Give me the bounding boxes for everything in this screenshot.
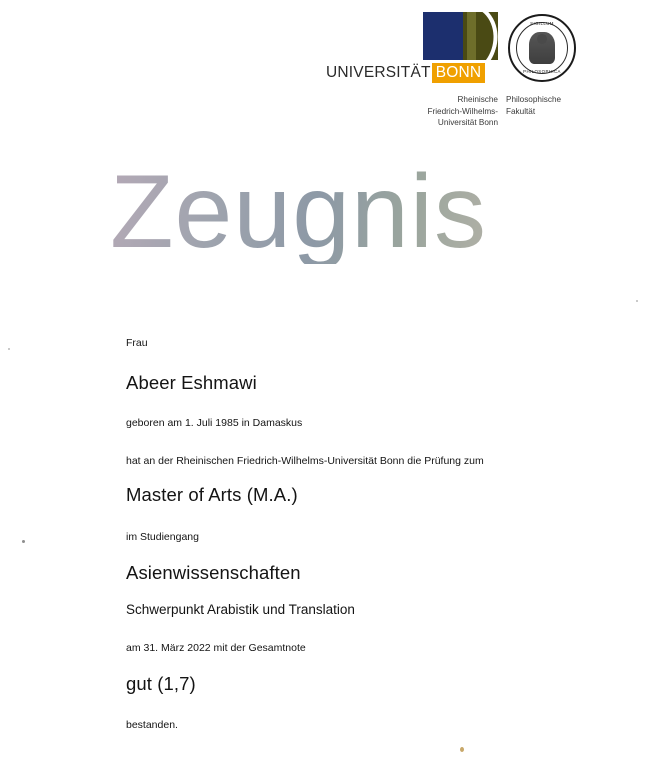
university-logo-mark-icon	[423, 12, 498, 60]
university-wordmark	[326, 64, 485, 81]
document-title: Zeugnis	[110, 154, 487, 270]
program-name: Asienwissenschaften	[126, 562, 301, 583]
seal-text-bottom: PHILOSOPHICA	[523, 69, 561, 74]
focus-line: Schwerpunkt Arabistik und Translation	[126, 602, 355, 617]
caption-left-line-1: Rheinische	[457, 95, 498, 104]
program-label: im Studiengang	[126, 531, 199, 543]
degree-line: Master of Arts (M.A.)	[126, 484, 298, 505]
certificate-body	[126, 336, 606, 732]
scan-speck	[460, 747, 464, 752]
recipient-name: Abeer Eshmawi	[126, 372, 257, 393]
document-header	[0, 12, 648, 132]
grade-line: gut (1,7)	[126, 673, 196, 694]
date-grade-line: am 31. März 2022 mit der Gesamtnote	[126, 642, 306, 654]
birth-line: geboren am 1. Juli 1985 in Damaskus	[126, 417, 303, 429]
result-line: bestanden.	[126, 719, 178, 731]
salutation-line: Frau	[126, 337, 148, 349]
scan-speck	[636, 300, 638, 302]
caption-left-line-2: Friedrich-Wilhelms-	[427, 106, 498, 116]
caption-left-line-3: Universität Bonn	[437, 118, 498, 127]
faculty-caption-right	[506, 94, 576, 117]
faculty-seal-icon	[508, 14, 576, 82]
scan-speck	[8, 348, 10, 350]
seal-text-top: SIGILLUM	[530, 21, 554, 26]
institution-caption-left	[326, 94, 498, 129]
caption-right-line-2: Fakultät	[506, 106, 536, 116]
institution-sentence: hat an der Rheinischen Friedrich-Wilhelms-Universität Bonn die Prüfung zum	[126, 455, 484, 467]
university-bonn-logo	[326, 12, 498, 80]
wordmark-universitaet: UNIVERSITÄT	[326, 64, 431, 81]
wordmark-bonn: BONN	[432, 63, 486, 83]
caption-right-line-1: Philosophische	[506, 95, 562, 104]
scan-speck	[22, 540, 25, 543]
